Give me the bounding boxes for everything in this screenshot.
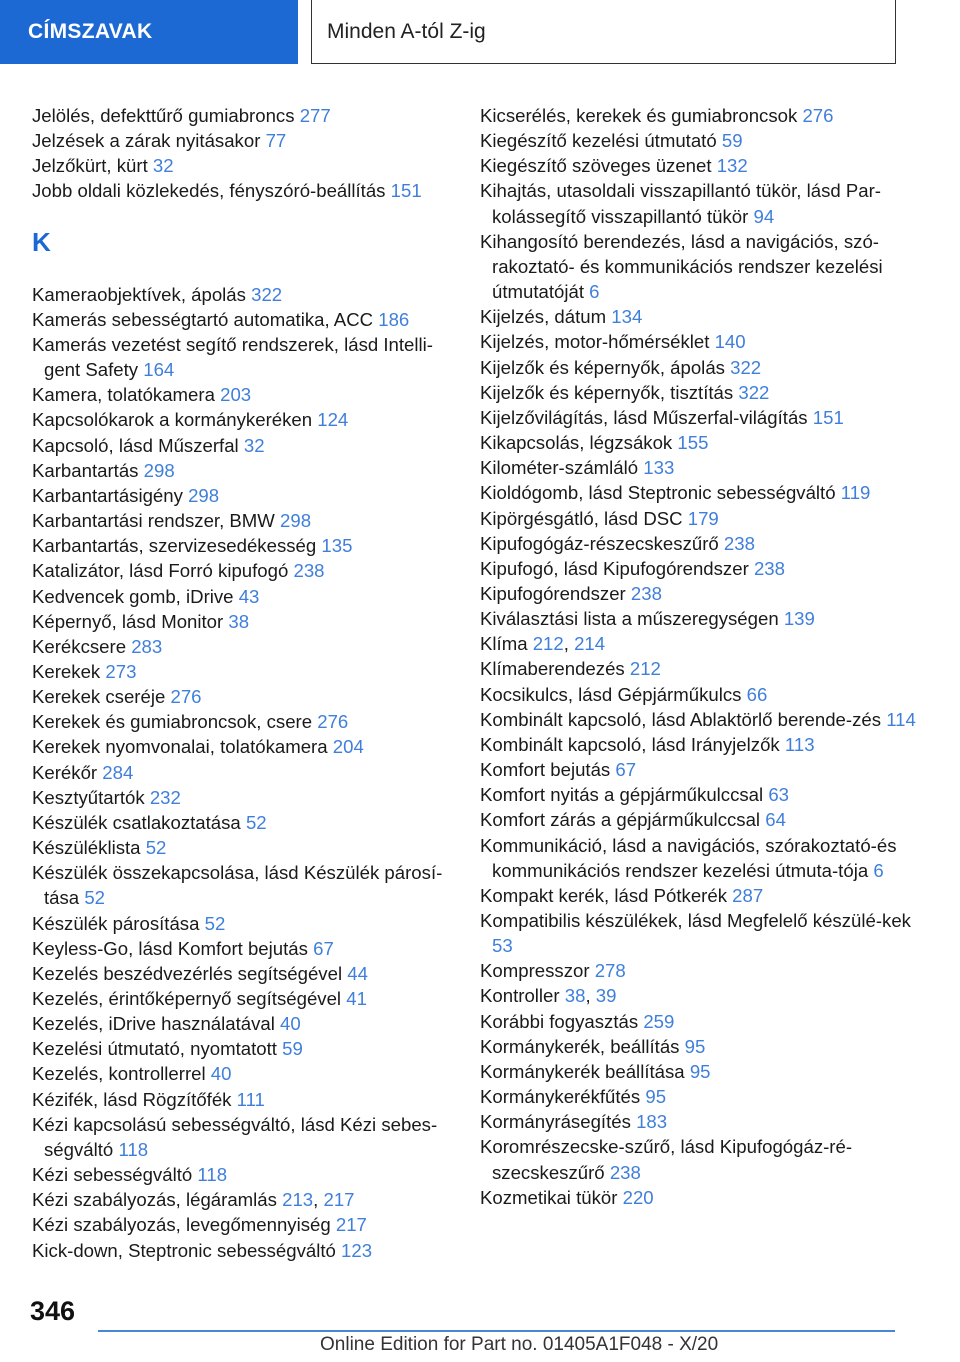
index-entry-text: Jelzések a zárak nyitásakor [32, 130, 261, 152]
index-entry [480, 581, 920, 606]
index-entry [480, 782, 920, 807]
page-reference-link[interactable]: 186 [378, 308, 410, 330]
index-entry [480, 455, 920, 480]
index-entry-text: Kompatibilis készülékek, lásd Megfelelő készülé-kek [480, 910, 911, 931]
tab-cimszavak[interactable]: CÍMSZAVAK [0, 0, 298, 64]
page-reference-link[interactable]: 151 [812, 406, 844, 428]
page-reference-link[interactable]: 118 [118, 1138, 149, 1160]
index-entry [32, 659, 452, 684]
page-reference-link[interactable]: 179 [687, 507, 719, 529]
index-entry-text: Kedvencek gomb, iDrive [32, 585, 234, 607]
page-reference-link[interactable]: 59 [282, 1038, 303, 1060]
page-reference-link[interactable]: 52 [204, 912, 226, 934]
page-reference-link[interactable]: 238 [753, 557, 785, 579]
index-entry [32, 785, 452, 810]
page-reference-link[interactable]: 118 [197, 1164, 228, 1186]
page-reference-link[interactable]: 95 [684, 1035, 706, 1057]
index-entry [32, 433, 452, 458]
index-entry-text: Képernyő, lásd Monitor [32, 610, 224, 632]
index-entry-text: Jobb oldali közlekedés, fényszóró-beállítás [32, 180, 386, 202]
page-reference-link[interactable]: 213 [282, 1189, 314, 1211]
page-reference-link[interactable]: 151 [390, 180, 422, 202]
page-reference-link[interactable]: 322 [730, 356, 762, 378]
index-entry [32, 103, 452, 128]
index-entry-text: Katalizátor, lásd Forró kipufogó [32, 560, 289, 582]
index-entry [32, 128, 452, 153]
index-entry-text: Kicserélés, kerekek és gumiabroncsok [480, 105, 798, 126]
page-reference-link[interactable]: 238 [723, 532, 755, 554]
index-entry [32, 458, 452, 483]
index-entry [32, 307, 452, 332]
page-reference-link[interactable]: 273 [105, 660, 137, 682]
index-entry-text: Kézi kapcsolású sebességváltó, lásd Kézi sebes-ségváltó [32, 1113, 438, 1160]
page-reference-link[interactable]: 283 [131, 635, 163, 657]
index-entry-text: Kijelzők és képernyők, tisztítás [480, 381, 734, 403]
index-entry-text: Kijelzés, motor-hőmérséklet [480, 331, 710, 353]
index-entry [480, 1059, 920, 1084]
page-reference-link[interactable]: 217 [323, 1189, 355, 1211]
index-entry [480, 1109, 920, 1134]
page-reference-link[interactable]: 322 [738, 381, 770, 403]
index-entry-text: Kontroller [480, 985, 560, 1007]
index-entry [480, 707, 920, 732]
page-reference-link[interactable]: 94 [753, 205, 775, 227]
index-entry-text: Kipörgésgátló, lásd DSC [480, 507, 683, 529]
index-entry [32, 734, 452, 759]
page-reference-link[interactable]: 139 [783, 608, 815, 630]
page-reference-link[interactable]: 66 [746, 683, 768, 705]
index-entry-text: Kapcsoló, lásd Műszerfal [32, 434, 239, 456]
index-entry [32, 860, 452, 910]
page-reference-link[interactable]: 212 [532, 633, 564, 655]
page-reference-link[interactable]: 284 [102, 761, 134, 783]
index-entry-text: Kormányrásegítés [480, 1111, 631, 1133]
index-entry [32, 1036, 452, 1061]
index-entry-text: Kommunikáció, lásd a navigációs, szórakoztató-és kommunikációs rendszer kezelési útmuta-tója [480, 834, 897, 881]
index-entry [480, 430, 920, 455]
page-reference-link[interactable]: 298 [143, 459, 175, 481]
index-entry [32, 483, 452, 508]
index-entry-text: Kipufogó, lásd Kipufogórendszer [480, 557, 749, 579]
page-reference-link[interactable]: 278 [594, 960, 626, 982]
page-reference-link[interactable]: 276 [317, 711, 349, 733]
index-entry-text: Kezelés, kontrollerrel [32, 1063, 206, 1085]
page-reference-link[interactable]: 64 [765, 809, 786, 831]
page-reference-link[interactable]: 52 [84, 887, 106, 909]
index-entry-text: Kipufogógáz-részecskeszűrő [480, 532, 719, 554]
index-entry-text: Kezelés beszédvezérlés segítségével [32, 962, 343, 984]
page-reference-link[interactable]: 67 [615, 759, 637, 781]
index-entry-text: Komfort nyitás a gépjárműkulccsal [480, 784, 764, 806]
index-entry [480, 1185, 920, 1210]
page-reference-link[interactable]: 135 [321, 535, 353, 557]
page-reference-link[interactable]: 203 [220, 384, 252, 406]
index-entry-text: Kamerás sebességtartó automatika, ACC [32, 308, 374, 330]
index-entry-text: Kormánykerék beállítása [480, 1060, 685, 1082]
page-reference-link[interactable]: 6 [873, 859, 884, 881]
page-reference-link[interactable]: 95 [689, 1060, 711, 1082]
index-entry-text: Kocsikulcs, lásd Gépjárműkulcs [480, 683, 742, 705]
page-reference-link[interactable]: 32 [152, 155, 174, 177]
page-reference-link[interactable]: 140 [714, 331, 746, 353]
index-entry-text: Készülék összekapcsolása, lásd Készülék párosí-tása [32, 862, 443, 909]
index-entry-text: Kozmetikai tükör [480, 1186, 618, 1208]
index-entry [480, 883, 920, 908]
index-entry-text: Klímaberendezés [480, 658, 625, 680]
page-reference-link[interactable]: 111 [236, 1088, 265, 1110]
page-reference-link[interactable]: 52 [245, 811, 267, 833]
page-reference-link[interactable]: 77 [265, 130, 287, 152]
page-reference-link[interactable]: 276 [170, 686, 202, 708]
index-entry [32, 810, 452, 835]
index-entry [480, 833, 920, 883]
index-entry-text: Karbantartás [32, 459, 139, 481]
index-entry-text: Kiegészítő kezelési útmutató [480, 130, 717, 152]
page-reference-link[interactable]: 238 [630, 582, 662, 604]
page-reference-link[interactable]: 183 [636, 1111, 668, 1133]
index-entry-text: Kikapcsolás, légzsákok [480, 432, 673, 454]
index-entry [480, 682, 920, 707]
index-entry [480, 1034, 920, 1059]
index-entry [480, 807, 920, 832]
footer-edition-text: Online Edition for Part no. 01405A1F048 - X/20 [320, 1334, 719, 1355]
index-entry-text: Jelölés, defekttűrő gumiabroncs [32, 105, 295, 126]
index-entry-text: Kézi sebességváltó [32, 1164, 193, 1186]
page-number: 346 [30, 1296, 76, 1326]
page-reference-link[interactable]: 41 [346, 988, 367, 1009]
index-entry [32, 1238, 452, 1263]
page-reference-link[interactable]: 52 [145, 837, 167, 859]
index-entry-text: Kamera, tolatókamera [32, 384, 215, 406]
index-entry [32, 911, 452, 936]
index-column-left [32, 103, 452, 1263]
index-entry-text: Kameraobjektívek, ápolás [32, 283, 246, 305]
index-entry [480, 329, 920, 354]
index-entry-text: Kilométer-számláló [480, 457, 639, 479]
page-reference-link[interactable]: 232 [149, 786, 181, 808]
index-entry: Kézi szabályozás, légáramlás 213, 217 [32, 1189, 355, 1211]
index-entry [480, 229, 920, 304]
page-reference-link[interactable]: 38 [564, 985, 586, 1007]
index-entry [32, 609, 452, 634]
index-entry-text: Kamerás vezetést segítő rendszerek, lásd Intelli-gent Safety [32, 333, 433, 381]
index-entry-text: Komfort zárás a gépjárműkulccsal [480, 809, 761, 831]
index-entry-text: Kerekek cseréje [32, 686, 166, 708]
index-entry-text: Kiválasztási lista a műszeregységen [480, 608, 779, 630]
index-entry-text: Kézi szabályozás, légáramlás [32, 1189, 277, 1211]
index-entry-text: Kesztyűtartók [32, 786, 145, 808]
index-entry [32, 1087, 452, 1112]
index-entry [480, 606, 920, 631]
page-reference-link[interactable]: 59 [721, 130, 743, 152]
index-entry-text: Kombinált kapcsoló, lásd Ablaktörlő berende-zés [480, 708, 882, 730]
index-entry [32, 936, 452, 961]
index-entry [32, 282, 452, 307]
page-reference-link[interactable]: 113 [784, 733, 815, 755]
index-entry [480, 103, 920, 128]
page-reference-link[interactable]: 277 [299, 105, 331, 126]
index-entry [32, 1212, 452, 1237]
index-entry [32, 153, 452, 178]
index-entry [32, 558, 452, 583]
page-reference-link[interactable]: 6 [589, 281, 600, 303]
page-reference-link[interactable]: 44 [347, 962, 368, 984]
index-entry-text: Kiegészítő szöveges üzenet [480, 155, 712, 177]
index-entry [32, 961, 452, 986]
index-entry-text: Jelzőkürt, kürt [32, 155, 148, 177]
page-reference-link[interactable]: 238 [293, 560, 325, 582]
page-reference-link[interactable]: 95 [645, 1086, 667, 1108]
index-entry [32, 178, 452, 203]
page-reference-link[interactable]: 298 [280, 510, 312, 532]
index-entry-text: Koromrészecske-szűrő, lásd Kipufogógáz-ré-szecskeszűrő [480, 1136, 853, 1183]
page-reference-link[interactable]: 53 [492, 935, 513, 957]
index-column-right [480, 103, 920, 1210]
page-reference-link[interactable]: 40 [280, 1013, 301, 1035]
page-reference-link[interactable]: 298 [188, 484, 220, 506]
index-entry [32, 1112, 452, 1162]
index-entry [480, 1134, 920, 1184]
index-entry-text: Készülék párosítása [32, 912, 200, 934]
index-entry-text: Komfort bejutás [480, 759, 611, 781]
index-entry [32, 709, 452, 734]
page-reference-link[interactable]: 212 [629, 658, 661, 680]
page-reference-link[interactable]: 238 [609, 1161, 641, 1183]
index-entry: Kontroller 38, 39 [480, 985, 617, 1007]
index-entry-text: Kioldógomb, lásd Steptronic sebességváltó [480, 482, 836, 504]
footer-divider [98, 1330, 895, 1332]
index-entry [32, 986, 452, 1011]
page-reference-link[interactable]: 322 [251, 283, 283, 305]
index-entry [32, 1011, 452, 1036]
index-entry-text: Kompresszor [480, 960, 590, 982]
index-entry-text: Keyless-Go, lásd Komfort bejutás [32, 937, 308, 959]
index-entry [32, 584, 452, 609]
index-entry-text: Kihajtás, utasoldali visszapillantó tükör, lásd Par-kolássegítő visszapillantó tükör [480, 180, 881, 227]
index-entry [32, 1061, 452, 1086]
page-reference-link[interactable]: 40 [210, 1063, 232, 1085]
page-reference-link[interactable]: 259 [643, 1010, 675, 1032]
page-reference-link[interactable]: 39 [595, 985, 617, 1007]
index-entry [480, 656, 920, 681]
index-entry-text: Kombinált kapcsoló, lásd Irányjelzők [480, 733, 780, 755]
page-reference-link[interactable]: 114 [886, 708, 916, 730]
index-entry-text: Kompakt kerék, lásd Pótkerék [480, 884, 727, 906]
index-entry-text: Karbantartásigény [32, 484, 183, 506]
index-entry-text: Kijelzővilágítás, lásd Műszerfal-világítás [480, 406, 808, 428]
page-reference-link[interactable]: 276 [802, 105, 834, 126]
index-entry [480, 908, 920, 958]
index-entry [480, 531, 920, 556]
page-reference-link[interactable]: 287 [732, 884, 764, 906]
index-entry-text: Karbantartás, szervizesedékesség [32, 535, 317, 557]
index-entry [480, 380, 920, 405]
index-entry-text: Kijelzés, dátum [480, 306, 607, 328]
page-reference-link[interactable]: 133 [643, 457, 675, 479]
index-entry-text: Kipufogórendszer [480, 582, 626, 604]
index-entry-text: Kerekek [32, 660, 101, 682]
index-entry-text: Kick-down, Steptronic sebességváltó [32, 1239, 336, 1261]
index-entry-text: Klíma [480, 633, 528, 655]
index-entry [480, 1009, 920, 1034]
index-entry-text: Kézi szabályozás, levegőmennyiség [32, 1214, 331, 1236]
index-entry [480, 958, 920, 983]
index-entry-text: Készüléklista [32, 837, 141, 859]
index-entry [32, 835, 452, 860]
index-entry [32, 1162, 452, 1187]
page-reference-link[interactable]: 67 [313, 937, 334, 959]
page-reference-link[interactable]: 43 [238, 585, 260, 607]
index-entry [32, 684, 452, 709]
index-entry [32, 634, 452, 659]
page-reference-link[interactable]: 123 [341, 1239, 373, 1261]
page-reference-link[interactable]: 124 [317, 409, 349, 431]
index-entry [480, 1084, 920, 1109]
index-entry-text: Kormánykerék, beállítás [480, 1035, 680, 1057]
index-entry [32, 760, 452, 785]
index-entry [480, 128, 920, 153]
page-reference-link[interactable]: 38 [228, 610, 250, 632]
index-entry [32, 533, 452, 558]
page-reference-link[interactable]: 134 [611, 306, 643, 328]
index-entry-text: Kezelési útmutató, nyomtatott [32, 1038, 277, 1060]
index-entry [32, 508, 452, 533]
index-entry-text: Kezelés, érintőképernyő segítségével [32, 988, 342, 1009]
page-reference-link[interactable]: 63 [768, 784, 790, 806]
index-entry-text: Kihangosító berendezés, lásd a navigációs, szó-rakoztató- és kommunikációs rendszer kezelési útmutatóját [480, 230, 883, 303]
index-entry [480, 732, 920, 757]
index-entry [480, 480, 920, 505]
index-entry [480, 153, 920, 178]
index-entry [480, 355, 920, 380]
tab-minden-a-tol-z-ig[interactable]: Minden A-tól Z-ig [311, 0, 896, 64]
page-reference-link[interactable]: 132 [716, 155, 748, 177]
page-reference-link[interactable]: 204 [332, 736, 364, 758]
index-entry-text: Kijelzők és képernyők, ápolás [480, 356, 725, 378]
index-entry [32, 382, 452, 407]
index-entry [480, 304, 920, 329]
index-entry [480, 178, 920, 228]
index-entry [480, 556, 920, 581]
index-entry-text: Készülék csatlakoztatása [32, 811, 241, 833]
index-entry [480, 405, 920, 430]
index-entry-text: Kormánykerékfűtés [480, 1086, 641, 1108]
index-entry: Klíma 212, 214 [480, 633, 606, 655]
page-reference-link[interactable]: 220 [622, 1186, 654, 1208]
index-entry [32, 332, 452, 382]
index-entry-text: Kerekek és gumiabroncsok, csere [32, 711, 313, 733]
page-reference-link[interactable]: 32 [243, 434, 265, 456]
index-entry-text: Kerékcsere [32, 635, 127, 657]
index-entry-text: Korábbi fogyasztás [480, 1010, 639, 1032]
index-entry [480, 757, 920, 782]
page-reference-link[interactable]: 155 [677, 432, 709, 454]
page-reference-link[interactable]: 119 [840, 482, 871, 504]
index-entry [32, 407, 452, 432]
index-entry-text: Kézifék, lásd Rögzítőfék [32, 1088, 232, 1110]
page-reference-link[interactable]: 214 [574, 633, 606, 655]
index-entry-text: Kezelés, iDrive használatával [32, 1013, 275, 1035]
index-entry-text: Kerekek nyomvonalai, tolatókamera [32, 736, 328, 758]
page-reference-link[interactable]: 217 [335, 1214, 367, 1236]
index-entry-text: Karbantartási rendszer, BMW [32, 510, 275, 532]
page-reference-link[interactable]: 164 [143, 359, 175, 381]
index-entry-text: Kerékőr [32, 761, 98, 783]
index-entry [480, 506, 920, 531]
index-section-letter: K [32, 226, 51, 257]
index-entry-text: Kapcsolókarok a kormánykeréken [32, 409, 313, 431]
